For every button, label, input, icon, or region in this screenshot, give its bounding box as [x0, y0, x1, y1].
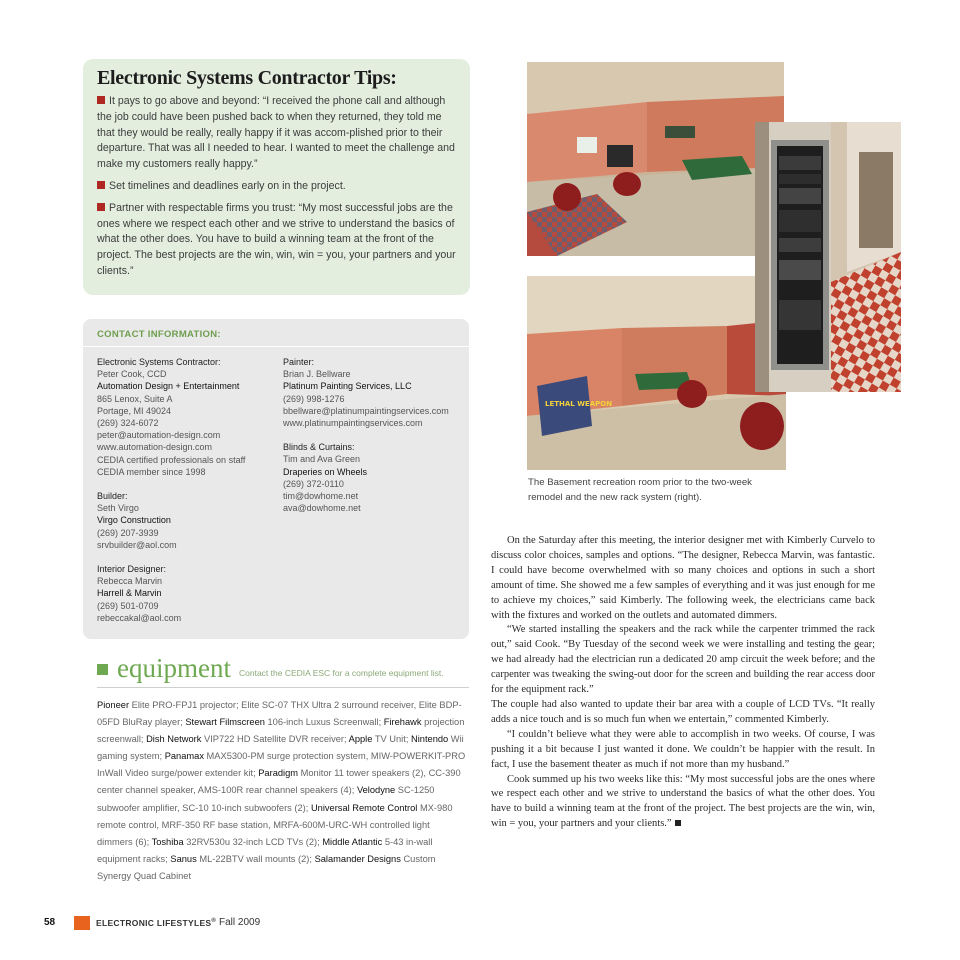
contact-blinds: [283, 441, 449, 514]
contact-email[interactable]: peter@automation-design.com: [97, 430, 221, 441]
equipment-desc: MX-980 remote control, MRF-350 RF base station, MRFA-600M-URC-WH controlled light dimmers (6);: [97, 802, 453, 847]
contact-phone: (269) 998-1276: [283, 393, 345, 404]
contact-phone: (269) 501-0709: [97, 600, 159, 611]
basement-photo-2: [527, 276, 786, 470]
contact-company: Virgo Construction: [97, 515, 171, 526]
contact-phone: (269) 207-3939: [97, 527, 159, 538]
article-body: [491, 534, 875, 832]
end-mark-icon: [675, 820, 681, 826]
contact-name: Tim and Ava Green: [283, 454, 361, 465]
article-paragraph: “I couldn’t believe what they were able to accomplish in two weeks. Of course, I was pushing it a bit because I just wanted it done. We couldn’t be happier with the result. In fact, I use the basement theater as much if not more than my husband.”: [491, 728, 875, 770]
equipment-brand: Paradigm: [258, 768, 299, 779]
equipment-brand: Nintendo: [411, 734, 449, 745]
issue-season: Fall 2009: [219, 917, 261, 928]
magazine-name: ELECTRONIC LIFESTYLES®: [96, 918, 217, 928]
contact-email[interactable]: tim@dowhome.net: [283, 491, 359, 502]
contact-heading: CONTACT INFORMATION:: [83, 319, 469, 347]
contact-phone: (269) 372-0110: [283, 478, 344, 489]
contact-designer: [97, 563, 245, 624]
contact-line: Portage, MI 49024: [97, 405, 172, 416]
article-paragraph: On the Saturday after this meeting, the interior designer met with Kimberly Curvelo to discuss color choices, samples and options. “The designer, Rebecca Marvin, was fantastic. I could have become overwhelmed with so many choices and options in such a short amount of time. She showed me a few samples of everything and it was just enough for me to achieve my choices,” said Kimberly. The following week, the electricians came back with the fixtures and worked on the outlets and automated dimmers.: [491, 535, 875, 621]
equipment-brand: Pioneer: [97, 700, 130, 710]
contact-company: Automation Design + Entertainment: [97, 381, 240, 392]
equipment-desc: TV Unit;: [372, 734, 411, 745]
contact-email[interactable]: rebeccakal@aol.com: [97, 612, 182, 623]
contact-role: Blinds & Curtains:: [283, 442, 355, 453]
contact-name: Brian J. Bellware: [283, 369, 351, 380]
equipment-brand: Apple: [348, 734, 373, 745]
article-paragraph: The couple had also wanted to update their bar area with a couple of LCD TVs. “It really adds a nice touch and is so much fun when we entertain,” commented Kimberly.: [491, 698, 875, 725]
contact-website[interactable]: www.platinumpaintingservices.com: [283, 418, 423, 429]
equipment-brand: Middle Atlantic: [322, 836, 383, 847]
bullet-square-icon: [97, 181, 105, 189]
contact-email[interactable]: bbellware@platinumpaintingservices.com: [283, 405, 449, 416]
equipment-desc: 32RV530u 32-inch LCD TVs (2);: [183, 836, 323, 847]
contact-builder: [97, 490, 245, 551]
equipment-brand: Sanus: [170, 853, 197, 864]
equipment-title: equipment: [117, 653, 231, 683]
bullet-square-icon: [97, 203, 105, 211]
equipment-brand: Toshiba: [151, 836, 184, 847]
contact-esc: [97, 356, 245, 478]
contact-info-box: [83, 319, 469, 639]
tip-item: Partner with respectable firms you trust: “My most successful jobs are the ones where we respect each other and we strive to understand the basics of what the other does. You have to build a winning team at the front of the project. The best projects are the win, win, win = you, your partners and your clients.”: [97, 201, 456, 277]
contact-role: Builder:: [97, 491, 128, 502]
equipment-desc: MAX5300-PM surge protection system, MIW-POWERKIT-PRO InWall Video surge/power extender kit;: [97, 751, 466, 779]
tip-item: Set timelines and deadlines early on in the project.: [97, 179, 456, 195]
basement-photo-1: [527, 62, 784, 256]
equipment-desc: Monitor 11 tower speakers (2), CC-390 center channel speaker, AMS-100R rear channel speakers (4);: [97, 768, 461, 796]
contact-role: Interior Designer:: [97, 564, 167, 575]
contact-line: CEDIA certified professionals on staff: [97, 454, 246, 465]
tips-title: Electronic Systems Contractor Tips:: [97, 67, 397, 89]
bullet-square-icon: [97, 96, 105, 104]
equipment-desc: projection screenwall;: [97, 717, 465, 745]
page-number: 58: [44, 917, 56, 928]
contact-email[interactable]: srvbuilder@aol.com: [97, 539, 177, 550]
contact-painter: [283, 356, 449, 429]
equipment-desc: Elite PRO-FPJ1 projector; Elite SC-07 THX Ultra 2 surround receiver, Elite BDP-05FD BluRay player;: [97, 700, 462, 728]
contact-role: Electronic Systems Contractor:: [97, 357, 221, 367]
equipment-desc: 106-inch Luxus Screenwall;: [264, 717, 384, 728]
equipment-brand: Firehawk: [383, 717, 422, 728]
contact-column-right: [283, 356, 449, 526]
contact-name: Rebecca Marvin: [97, 576, 163, 587]
pinball-text: LETHAL WEAPON: [545, 400, 613, 408]
equipment-brand: Velodyne: [356, 785, 396, 796]
equipment-header: [97, 653, 469, 688]
contact-company: Platinum Painting Services, LLC: [283, 381, 412, 392]
tips-box: [83, 59, 470, 295]
contact-line: 865 Lenox, Suite A: [97, 393, 173, 404]
photo-caption: The Basement recreation room prior to the two-week remodel and the new rack system (right).: [528, 477, 752, 503]
cedia-logo-icon: [74, 916, 90, 930]
equipment-desc: Custom Synergy Quad Cabinet: [97, 853, 436, 881]
equipment-brand: Salamander Designs: [314, 853, 401, 864]
equipment-desc: SC-1250 subwoofer amplifier, SC-10 10-inch subwoofers (2);: [97, 785, 435, 813]
equipment-note: Contact the CEDIA ESC for a complete equipment list.: [239, 668, 444, 678]
equipment-desc: ML-22BTV wall mounts (2);: [196, 853, 315, 864]
contact-name: Seth Virgo: [97, 503, 139, 514]
contact-company: Draperies on Wheels: [283, 466, 368, 477]
tip-item: It pays to go above and beyond: “I received the phone call and although the job could have been pushed back to when they returned, they told me that they would be really, really happy if it was accom-plished prior to their departure. That was all I needed to hear. I wanted to meet the challenge and make my customers really happy.”: [97, 95, 455, 171]
equipment-brand: Stewart Filmscreen: [185, 717, 265, 728]
contact-line: CEDIA member since 1998: [97, 466, 206, 477]
equipment-desc: 5-43 in-wall equipment racks;: [97, 836, 433, 864]
rack-photo: [755, 122, 901, 392]
green-square-icon: [97, 664, 108, 675]
contact-website[interactable]: www.automation-design.com: [97, 442, 213, 453]
equipment-desc: Wii gaming system;: [97, 734, 464, 762]
equipment-desc: VIP722 HD Satellite DVR receiver;: [201, 734, 349, 745]
article-paragraph-last: Cook summed up his two weeks like this: “My most successful jobs are the ones where we respect each other and we strive to understand the basics of what the other does. You have to build a winning team at the front of the project. The best projects are the win, win, win = you, your partners and your clients.”: [491, 773, 875, 830]
equipment-brand: Panamax: [164, 751, 204, 762]
equipment-brand: Dish Network: [146, 734, 202, 745]
contact-phone: (269) 324-6072: [97, 418, 159, 429]
contact-email[interactable]: ava@dowhome.net: [283, 503, 361, 514]
contact-column-left: [97, 356, 245, 636]
equipment-list: [97, 697, 467, 885]
article-paragraph: “We started installing the speakers and the rack while the carpenter trimmed the rack out,” said Cook. “By Tuesday of the second week we were installing and testing the gear; we had already had the electrician run a dedicated 20 amp circuit the week before; and the carpenter was tweaking the swing-out door for the screen and building the rear access door for the equipment rack.”: [491, 624, 875, 696]
equipment-brand: Universal Remote Control: [310, 802, 418, 813]
contact-role: Painter:: [283, 357, 315, 367]
contact-company: Harrell & Marvin: [97, 588, 162, 599]
contact-name: Peter Cook, CCD: [97, 369, 167, 380]
